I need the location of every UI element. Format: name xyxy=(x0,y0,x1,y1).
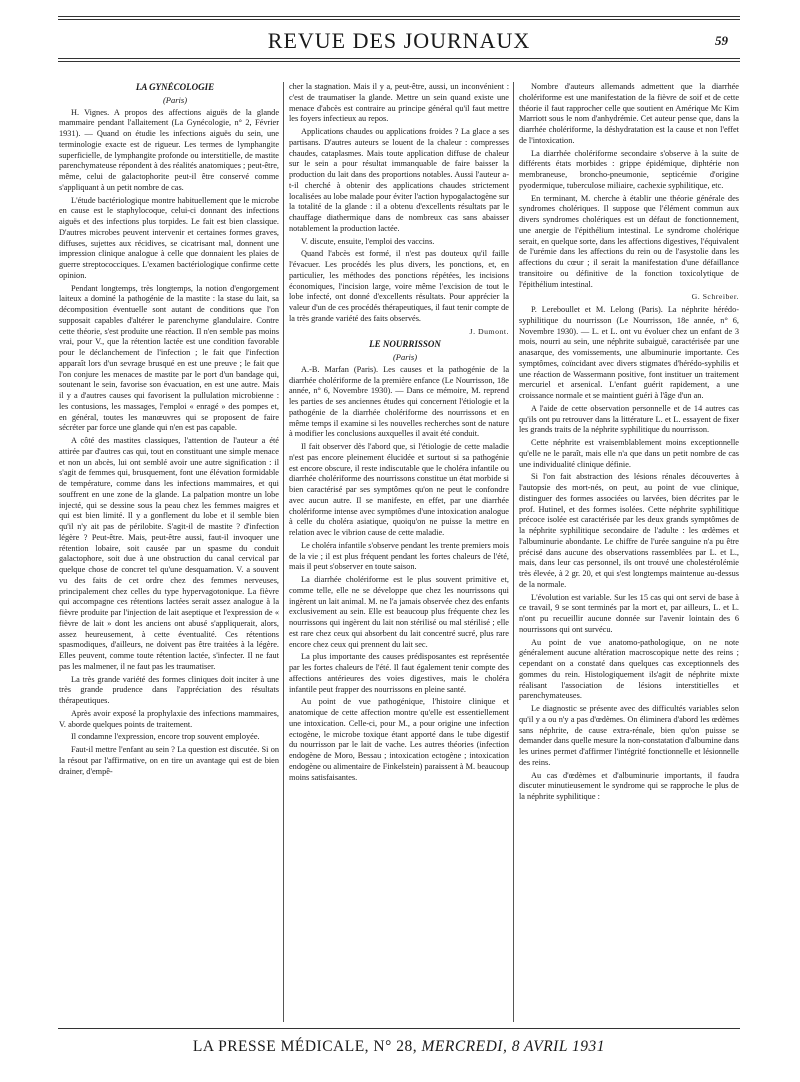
article-paragraph: L'évolution est variable. Sur les 15 cas qui ont servi de base à ce travail, 9 se sont terminés par la mort et, par ailleurs, L. et L. n'ont pu recueillir aucune donnée sur l'avenir lointain des 6 nourrissons qui ont survécu. xyxy=(519,592,739,634)
article-paragraph: Il fait observer dès l'abord que, si l'étiologie de cette maladie n'est pas encore pleinement élucidée et surtout si sa pathogénie est encore obscure, il reste indiscutable que le choléra infantile ou diarrhée cholériforme des nourrissons constitue un état morbide si bien caractérisé par ses symptômes qu'on ne peut le confondre avec aucun autre. Il se manifeste, en effet, par une diarrhée cholériforme intense avec symptômes d'une intoxication analogue à celle du choléra asiatique, quoiqu'on ne puisse la mettre en relation avec le vibrion cause de cette maladie. xyxy=(289,442,509,537)
masthead xyxy=(58,22,740,56)
article-paragraph: La plus importante des causes prédisposantes est représentée par les fortes chaleurs de l'été. Il faut également tenir compte des affections antérieures des voies digestives, mais le choléra infantile peut frapper des nourrissons en pleine santé. xyxy=(289,652,509,694)
column-3 xyxy=(519,82,739,1017)
column-divider xyxy=(513,82,514,1022)
article-paragraph: Le diagnostic se présente avec des difficultés variables selon qu'il y a ou n'y a pas d'œdèmes. On éliminera d'abord les œdèmes sans néphrite, de cause extra-rénale, bien qu'on puisse se demander dans quelle mesure la non-constatation d'albumine dans les urines permet d'affirmer l'intégrité fonctionnelle et lésionnelle des reins. xyxy=(519,704,739,767)
article-paragraph: Si l'on fait abstraction des lésions rénales découvertes à l'autopsie des mort-nés, on peut, au point de vue clinique, distinguer des formes associées ou larvées, bien décrites par le prof. Hutinel, et des formes isolées. Cette néphrite syphilitique précoce isolée est caractérisée par les deux grands symptômes de la néphrite syphilitique secondaire de l'adulte : les œdèmes et l'albuminurie abondante. Le chiffre de l'urée sanguine n'a pu être précisé dans aucune des observations rassemblées par L. et L., mais, dans leur cas personnel, ils ont trouvé une cholestérolémie très élevée, à 2 gr. 20, et qui s'est longtemps maintenue au-dessus de la normale. xyxy=(519,472,739,589)
article-paragraph: Le choléra infantile s'observe pendant les trente premiers mois de la vie ; il est plus fréquent pendant les fortes chaleurs de l'été, mais il peut s'observer en toute saison. xyxy=(289,540,509,572)
article-paragraph: cher la stagnation. Mais il y a, peut-être, aussi, un inconvénient : c'est de traumatiser la glande. Mettre un sein quand existe une menace d'abcès est contraire au principe général qu'il faut mettre les foyers infectieux au repos. xyxy=(289,82,509,124)
article-paragraph: Nombre d'auteurs allemands admettent que la diarrhée cholériforme est une manifestation de la fièvre de soif et de cette théorie il faut rapprocher celle que soutient en Amérique Mc Kim Marriott sous le nom d'anhydrémie. Cet auteur pense que, dans la diarrhée cholériforme, la déshydratation est la cause et non l'effet de l'intoxication. xyxy=(519,82,739,145)
author-signature: J. Dumont. xyxy=(469,326,509,336)
article-paragraph: Au point de vue anatomo-pathologique, on ne note généralement aucune altération macroscopique nette des reins ; cependant on a constaté dans quelques cas exceptionnels des gommes du rein. Histologiquement ils'agit de néphrite mixte réalisant l'association de lésions interstitielles et parenchymateuses. xyxy=(519,637,739,701)
footer-rule xyxy=(58,1028,740,1029)
article-paragraph: Au point de vue pathogénique, l'histoire clinique et anatomique de cette affection montre qu'elle est essentiellement une intoxication. Celle-ci, pour M., a pour origine une infection ectogène, le microbe toxique étant apporté dans le tube digestif du nourrisson par le lait de vache. Les autres théories (infection endogène de Moro, Bessau ; intoxication ectogène ; intoxication endogène ou alimentaire de Finkelstein) paraissent à M. beaucoup moins satisfaisantes. xyxy=(289,697,509,782)
column-divider xyxy=(283,82,284,1022)
page-title: REVUE DES JOURNAUX xyxy=(267,28,531,53)
top-rule xyxy=(58,16,740,17)
article-paragraph: A côté des mastites classiques, l'attention de l'auteur a été attirée par d'autres cas qui, tout en constituant une simple menace et non un abcès, lui ont semblé avoir une autre signification : il s'agit de femmes qui, brusquement, font une élévation formidable de température, comme dans les infections mammaires, et qui souffrent en une zone de la glande. La palpation montre un lobe injecté, qui se dessine sous la peau chez les femmes maigres et qui est bien limité. Il y a gonflement du lobe et il semble bien qu'il n'y ait pas de périlobite. S'agit-il de mastite ? d'infection légère ? Peut-être. Mais, peut-être aussi, faut-il invoquer une rétention lobaire, soit causée par un spasme du conduit galactophore, soit due à une obstruction du canal cervical par quelque chose de concret tel qu'une desquamation. V. a souvent vu des faits de cet ordre chez des femmes nerveuses, principalement chez celles du type hypervagotonique. La fièvre qui accompagne ces rétentions lactées serait assez analogue à la fièvre produite par l'injection de lait aseptique et l'expression de « fièvre de lait » dont les anciens ont abusé s'appliquerait, alors, assez heureusement, à cette éventualité. Ces rétentions spasmodiques, d'ailleurs, ne doivent pas être traitées à la légère. Elles peuvent, comme toute rétention lactée, s'infecter. Il ne faut pas les malmener, il ne faut pas les traumatiser. xyxy=(59,436,279,671)
article-paragraph: Applications chaudes ou applications froides ? La glace a ses partisans. D'autres auteurs se louent de la chaleur : compresses chaudes, cataplasmes. Mais toute application diffuse de chaleur sur le sein a pour résultat immanquable de faire baisser la production du lait dans des proportions notables. Aussi l'auteur a-t-il cherché à obtenir des applications chaudes strictement localisées au lobe malade pour éviter l'action hypogalactogène sur la totalité de la glande : il a obtenu d'excellents résultats par le chauffage diathermique dans de nombreux cas sans abaisser notablement la production lactée. xyxy=(289,127,509,233)
article-paragraph: La diarrhée cholériforme est le plus souvent primitive et, comme telle, elle ne se développe que chez les nourrissons qui ingèrent un lait animal. M. ne l'a jamais observée chez des enfants exclusivement au sein. Elle est beaucoup plus fréquente chez les nourrissons qui ingèrent du lait non stérilisé ou mal stérilisé ; elle est rare chez ceux qui absorbent du lait concentré sucré, plus rare encore chez ceux qui prennent du lait sec. xyxy=(289,575,509,649)
top-rule-2 xyxy=(58,19,740,20)
article-paragraph: H. Vignes. A propos des affections aiguës de la glande mammaire pendant l'allaitement (La Gynécologie, n° 2, Février 1931). — Quand on étudie les infections aiguës du sein, une terminologie exacte est de rigueur. Les termes de lymphangite superficielle, de lymphangite profonde ou interstitielle, de mastite parenchymateuse répondent à des réalités anatomiques ; peut-être, même, celui de galactophorite peut-il être conservé comme s'appliquant à un petit nombre de cas. xyxy=(59,107,279,192)
article-paragraph: Faut-il mettre l'enfant au sein ? La question est discutée. Si on la résout par l'affirmative, on en tire un avantage qui est de bien drainer, d'empê- xyxy=(59,745,279,776)
article-paragraph: A l'aide de cette observation personnelle et de 14 autres cas qu'ils ont pu retrouver dans la littérature L. et L. essayent de fixer les grands traits de la néphrite syphilitique du nourrisson. xyxy=(519,403,739,435)
article-paragraph: Quand l'abcès est formé, il n'est pas douteux qu'il faille l'évacuer. Les procédés les plus divers, les ponctions, et, en particulier, les méthodes des ponctions répétées, les incisions économiques, l'incision large, voire même l'excision de tout le lobe infecté, ont donné d'excellents résultats. Pour apprécier la valeur d'un de ces procédés thérapeutiques, il faut tenir compte de la très grande variété des faits observés. xyxy=(289,249,509,323)
section-subheading: (Paris) xyxy=(392,352,418,362)
article-paragraph: Cette néphrite est vraisemblablement moins exceptionnelle qu'elle ne le paraît, mais elle n'a que dans un petit nombre de cas une individualité clinique définie. xyxy=(519,438,739,469)
article-paragraph: V. discute, ensuite, l'emploi des vaccins. xyxy=(301,236,435,246)
author-signature: G. Schreiber. xyxy=(691,292,739,302)
page-number: 59 xyxy=(715,33,728,48)
article-paragraph: Après avoir exposé la prophylaxie des infections mammaires, V. aborde quelques points de traitement. xyxy=(59,708,279,729)
masthead-rule-2 xyxy=(58,61,740,62)
article-paragraph: La très grande variété des formes cliniques doit inciter à une très grande prudence dans l'appréciation des résultats thérapeutiques. xyxy=(59,674,279,705)
masthead-rule xyxy=(58,58,740,59)
article-paragraph: En terminant, M. cherche à établir une théorie générale des syndromes cholériques. Il suppose que l'élément commun aux divers syndromes cholériques est un défaut de fonctionnement, une anergie de l'épithélium intestinal. Le syndrome cholérique serait, en quelque sorte, dans les affections digestives, l'équivalent de l'urémie dans les affections du rein ou de l'asystolie dans les affections du cœur ; il serait la manifestation d'une défaillance transitoire ou définitive de la fonction toxicolytique de l'épithélium intestinal. xyxy=(519,193,739,289)
column-2 xyxy=(289,82,509,1017)
section-heading: LA GYNÉCOLOGIE xyxy=(135,82,215,92)
article-paragraph: Il condamne l'expression, encore trop souvent employée. xyxy=(71,732,260,742)
footer-journal: LA PRESSE MÉDICALE, N° 28, xyxy=(192,1038,422,1055)
article-paragraph: L'étude bactériologique montre habituellement que le microbe en cause est le staphylocoque, celui-ci donnant des infections aiguës et des infections plus torpides. Le fait est bien classique. D'autres microbes peuvent intervenir et certaines formes graves, diffuses, sujettes aux récidives, se cicatrisant mal, donnent une impression clinique analogue à celle que donnaient les plaies de guerre streptococciques. L'examen bactériologique confirme cette opinion. xyxy=(59,195,279,280)
article-paragraph: P. Lereboullet et M. Lelong (Paris). La néphrite hérédo-syphilitique du nourrisson (Le Nourrisson, 18e année, n° 6, Novembre 1930). — L. et L. ont vu évoluer chez un enfant de 3 mois, nourri au sein, une néphrite subaiguë, caractérisée par une anasarque, des vomissements, une albuminurie importante. Ces symptômes, coïncidant avec divers stigmates d'hérédo-syphilis et une réaction de Wassermann positive, font instituer un traitement mercuriel et arsenical. L'enfant guérit rapidement, a une croissance normale et se maintient guéri à l'âge d'un an. xyxy=(519,305,739,400)
article-paragraph: Pendant longtemps, très longtemps, la notion d'engorgement laiteux a dominé la pathogénie de la mastite : la stase du lait, sa décomposition éventuelle sont autant de conditions que l'on supposait capables d'altérer le parenchyme glandulaire. Contre cette théorie, s'est produite une réaction. Il n'en semble pas moins vrai, pour V., que la rétention lactée est une condition favorable pour le déclanchement de l'infection ; le fait que l'infection apparaît lors d'un sevrage brusqué en est une preuve ; le fait que l'on conjure les menaces de mastite par le port d'un bandage qui, soutenant le sein, favorise son évacuation, en est une autre. Mais il y a d'autres causes qui favorisent la pullulation microbienne : les contusions, les massages, l'emploi « enragé » des pompes et, en général, toutes les manœuvres qui se proposent de faire sécréter par force une glande qui n'en est pas capable. xyxy=(59,283,279,433)
article-paragraph: Au cas d'œdèmes et d'albuminurie importants, il faudra discuter minutieusement le syndrome qui se rapproche le plus de la néphrite syphilitique : xyxy=(519,770,739,801)
footer-date: MERCREDI, 8 AVRIL 1931 xyxy=(421,1038,606,1055)
column-1 xyxy=(59,82,279,1017)
section-subheading: (Paris) xyxy=(162,94,188,105)
section-heading: LE NOURRISSON xyxy=(369,339,441,350)
page-footer xyxy=(58,1038,740,1056)
article-paragraph: A.-B. Marfan (Paris). Les causes et la pathogénie de la diarrhée cholériforme de la première enfance (Le Nourrisson, 18e année, n° 6, Novembre 1930). — Dans ce mémoire, M. reprend les parties de ses anciennes études qui concernent l'étiologie et la pathogénie de la diarrhée cholériforme des nourrissons et en même temps il examine si les nouvelles recherches sont de nature à modifier les conclusions auxquelles il avait été conduit. xyxy=(289,364,509,439)
article-paragraph: La diarrhée cholériforme secondaire s'observe à la suite de différents états morbides : grippe épidémique, diphtérie non membraneuse, broncho-pneumonie, septicémie d'origine pyodermique, tuberculose miliaire, cachexie syphilitique, etc. xyxy=(519,148,739,190)
